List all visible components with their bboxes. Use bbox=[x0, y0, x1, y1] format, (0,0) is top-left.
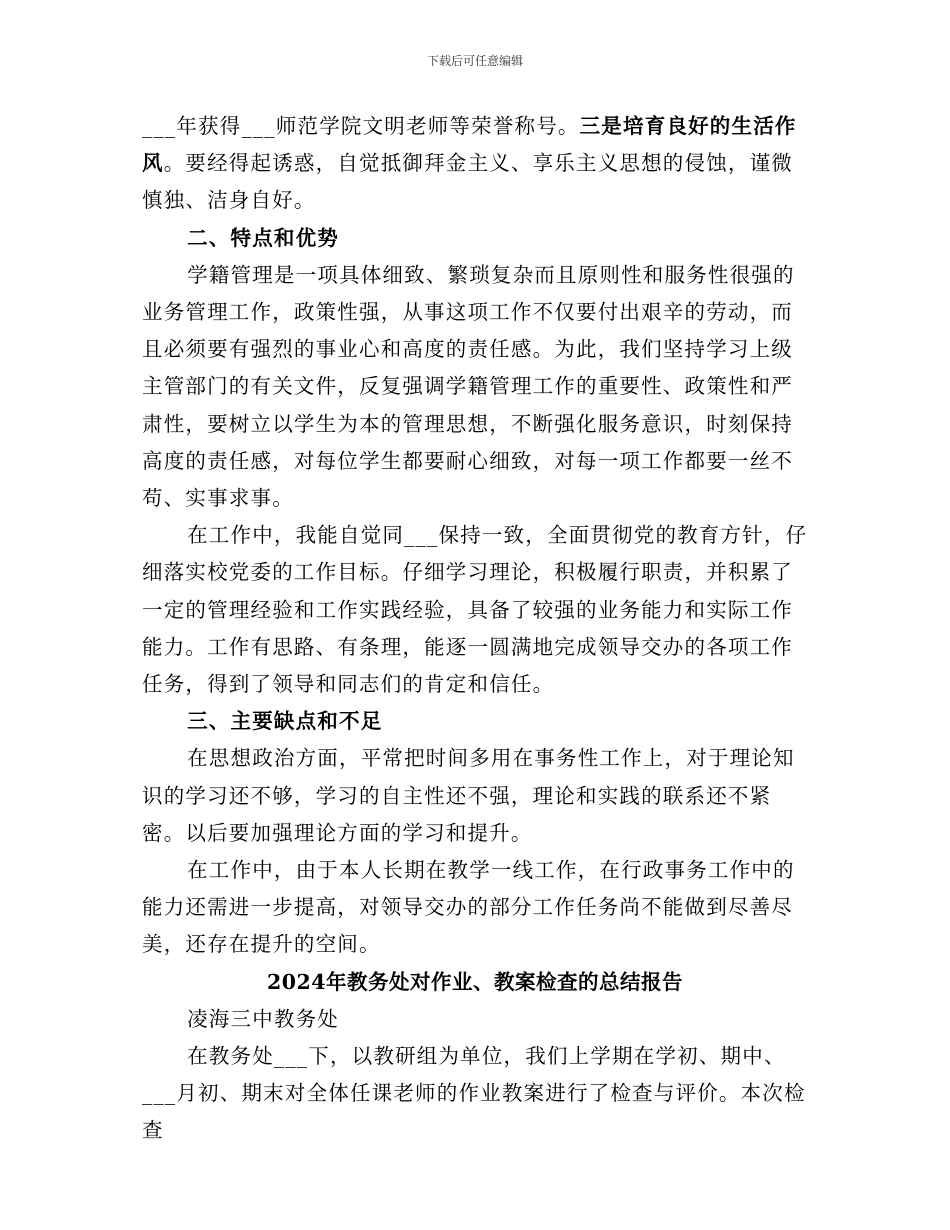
report-author: 凌海三中教务处 bbox=[187, 1006, 339, 1031]
paragraph-4: 在思想政治方面，平常把时间多用在事务性工作上，对于理论知识的学习还不够，学习的自主性还不强，理论和实践的联系还不紧密。以后要加强理论方面的学习和提升。 bbox=[142, 746, 795, 845]
section-heading-3: 三、主要缺点和不足 bbox=[187, 709, 383, 734]
report-title: 2024年教务处对作业、教案检查的总结报告 bbox=[266, 969, 684, 994]
paragraph-1-bold: 三是培育良好的生活作风 bbox=[142, 114, 797, 176]
paragraph-2: 学籍管理是一项具体细致、繁琐复杂而且原则性和服务性很强的业务管理工作，政策性强，从事这项工作不仅要付出艰辛的劳动，而且必须要有强烈的事业心和高度的责任感。为此，我们坚持学习上级主管部门的有关文件，反复强调学籍管理工作的重要性、政策性和严肃性，要树立以学生为本的管理思想，不断强化服务意识，时刻保持高度的责任感，对每位学生都要耐心细致，对每一项工作都要一丝不苟、实事求事。 bbox=[142, 262, 795, 511]
paragraph-1-text: ___年获得___师范学院文明老师等荣誉称号。 bbox=[142, 114, 580, 138]
paragraph-5: 在工作中，由于本人长期在教学一线工作，在行政事务工作中的能力还需进一步提高，对领导交办的部分工作任务尚不能做到尽善尽美，还存在提升的空间。 bbox=[142, 858, 795, 957]
section-heading-2: 二、特点和优势 bbox=[187, 225, 339, 250]
paragraph-1 bbox=[142, 108, 808, 220]
paragraph-1-rest: 。要经得起诱惑，自觉抵御拜金主义、享乐主义思想的侵蚀，谨微慎独、洁身自好。 bbox=[142, 151, 794, 213]
page-header: 下载后可任意编辑 bbox=[426, 54, 523, 68]
paragraph-6: 在教务处___下，以教研组为单位，我们上学期在学初、期中、___月初、期末对全体任课老师的作业教案进行了检查与评价。本次检查 bbox=[142, 1044, 806, 1143]
document-body bbox=[142, 108, 808, 1150]
paragraph-3: 在工作中，我能自觉同___保持一致，全面贯彻党的教育方针，仔细落实校党委的工作目标。仔细学习理论，积极履行职责，并积累了一定的管理经验和工作实践经验，具备了较强的业务能力和实际工作能力。工作有思路、有条理，能逐一圆满地完成领导交办的各项工作任务，得到了领导和同志们的肯定和信任。 bbox=[142, 523, 808, 697]
